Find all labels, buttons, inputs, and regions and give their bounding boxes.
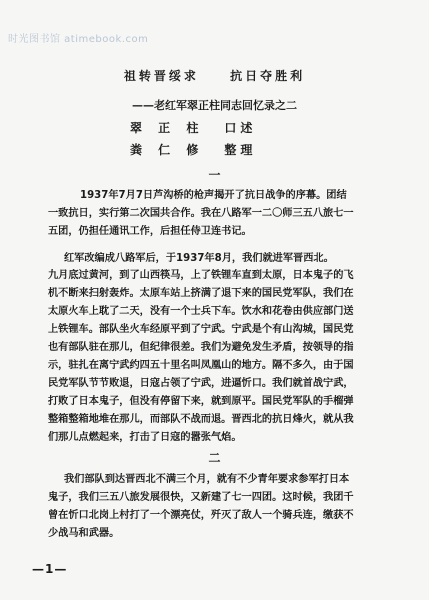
credit-name: 翠 正 柱 — [130, 121, 205, 135]
credit-editor — [130, 141, 256, 158]
text-line: 少战马和武器。 — [48, 528, 120, 539]
text-line: 也有部队驻在那儿，但纪律很差。我们为避免发生矛盾，按领导的指 — [48, 342, 354, 353]
text-line: 五团，仍担任通讯工作，后担任侍卫连书记。 — [48, 226, 252, 237]
title-part-2: 抗日夺胜利 — [230, 69, 306, 83]
credit-name: 粪 仁 修 — [130, 143, 205, 157]
text-line: 上铁锂车。部队坐火车经原平到了宁武。宁武是个有山沟城，国民党 — [48, 324, 354, 335]
text-line: 曾在忻口北岗上村打了一个漂亮仗，歼灭了敌人一个骑兵连，缴获不 — [48, 510, 354, 521]
section-marker-2: 二 — [208, 451, 221, 465]
credit-role: 口述 — [224, 121, 257, 135]
text-line: 红军改编成八路军后，于1937年8月，我们就进军晋西北。 — [64, 253, 334, 264]
article-title — [0, 67, 429, 84]
text-line: 鬼子，我们三五八旅发展很快，又新建了七一四团。这时候，我团千 — [48, 492, 354, 503]
title-part-1: 祖转晋绥求 — [123, 69, 199, 83]
text-line: 1937年7月7日芦沟桥的枪声揭开了抗日战争的序幕。团结 — [80, 190, 347, 201]
text-line: 整箱整箱地堆在那儿，而部队不战而退。晋西北的抗日烽火，就从我 — [48, 414, 354, 425]
page-number: —1— — [32, 562, 68, 576]
text-line: 一致抗日，实行第二次国共合作。我在八路军一二〇师三五八旅七一 — [48, 208, 354, 219]
text-line: 我们部队到达晋西北不满三个月，就有不少青年要求参军打日本 — [64, 474, 350, 485]
text-line: 机不断来扫射轰炸。太原车站上挤满了退下来的国民党军队，我们在 — [48, 288, 354, 299]
credit-narrator — [130, 119, 256, 136]
text-line: 打败了日本鬼子，但没有停留下来，就到原平。国民党军队的手榴弹 — [48, 396, 354, 407]
credit-role: 整理 — [224, 143, 257, 157]
section-marker-1: 一 — [208, 168, 221, 182]
text-line: 九月底过黄河，到了山西筷马，上了铁锂车直到太原，日本鬼子的飞 — [48, 270, 354, 281]
text-line: 民党军队节节败退，日寇占领了宁武，进逼忻口。我们就首战宁武， — [48, 378, 354, 389]
article-subtitle: ——老红军翠正柱同志回忆录之二 — [132, 99, 297, 112]
watermark: 时光图书馆 atimebook.com — [8, 34, 149, 45]
text-line: 太原火车上耽了二天，没有一个士兵下车。饮水和花卷由供应部门送 — [48, 306, 354, 317]
text-line: 示，驻扎在离宁武约四五十里名叫凤凰山的地方。隔不多久，由于国 — [48, 360, 354, 371]
text-line: 们那儿点燃起来，打击了日寇的嚣张气焰。 — [48, 432, 242, 443]
